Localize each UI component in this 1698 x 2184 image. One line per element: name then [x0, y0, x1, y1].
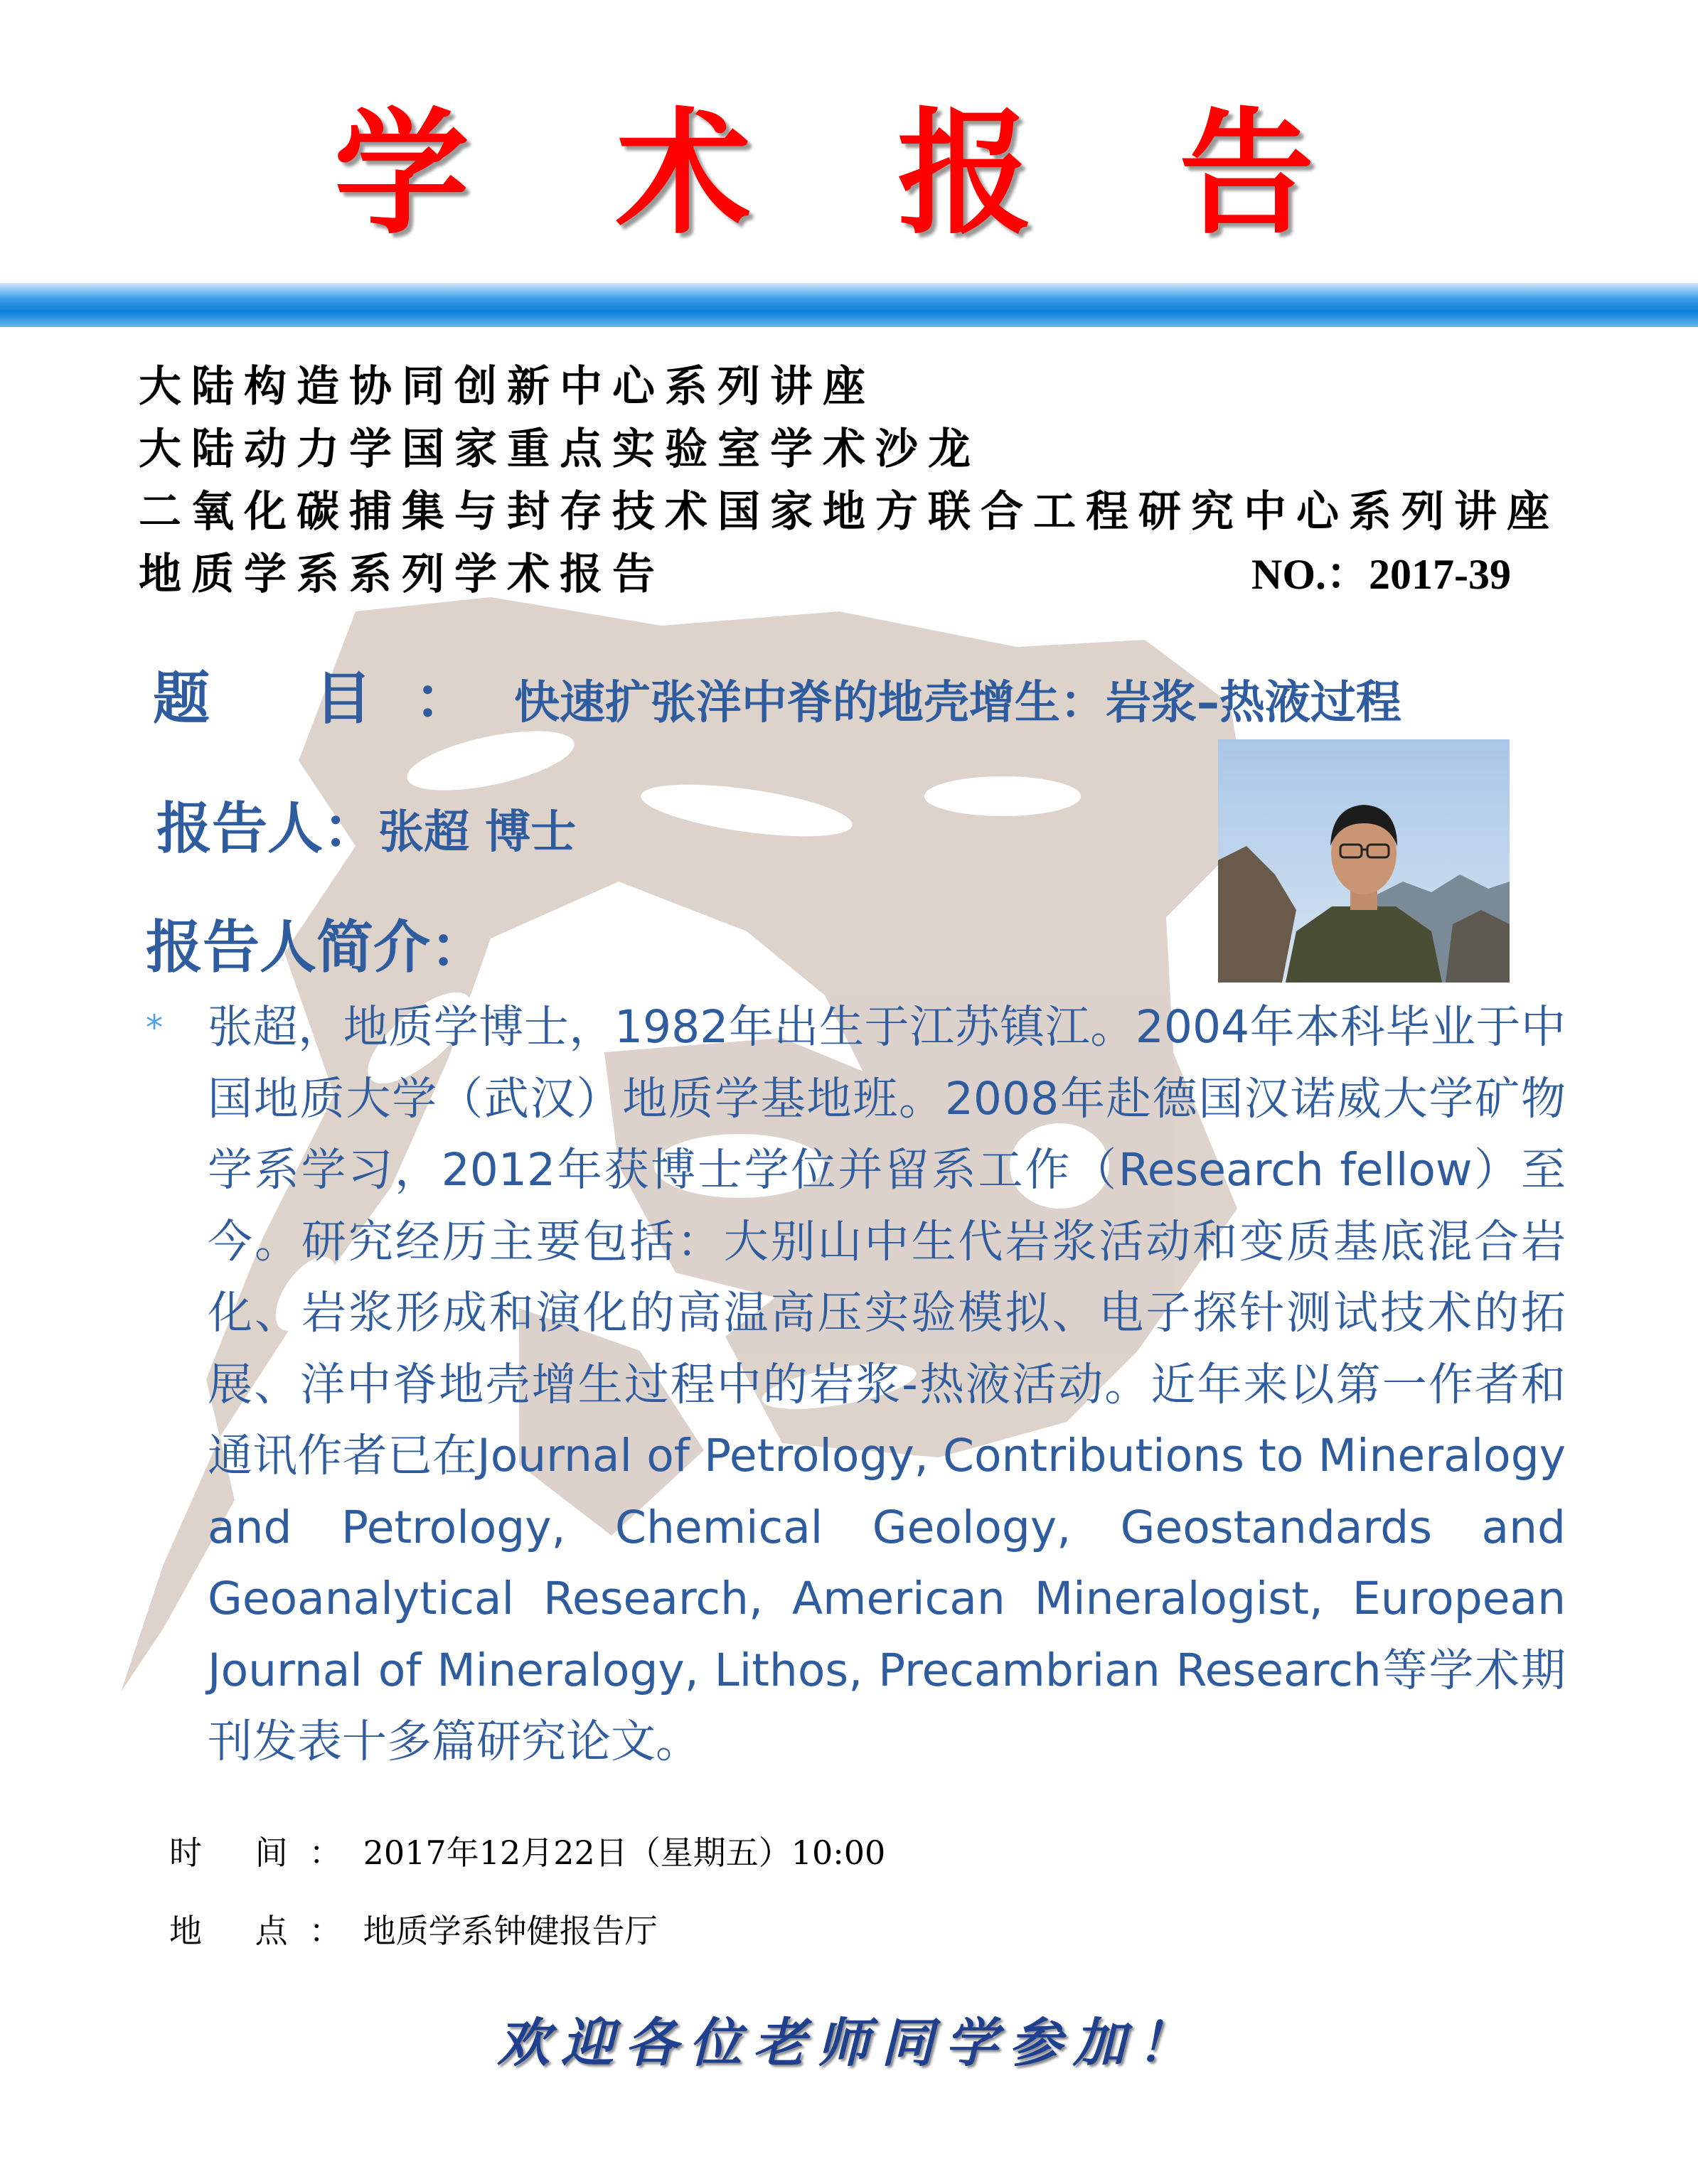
speaker-portrait-image [1218, 739, 1510, 983]
topic-label: 题 目： [153, 665, 514, 732]
time-label: 时 间： [169, 1834, 363, 1872]
speaker-photo [1218, 739, 1510, 983]
series-line: 二氧化碳捕集与封存技术国家地方联合工程研究中心系列讲座 [139, 487, 1559, 537]
series-line: 地质学系系列学术报告 [139, 550, 665, 599]
bullet-asterisk-icon: * [146, 1008, 163, 1048]
bio-paragraph: 张超，地质学博士，1982年出生于江苏镇江。2004年本科毕业于中国地质大学（武汉）地质学基地班。2008年赴德国汉诺威大学矿物学系学习，2012年获博士学位并留系工作（Research fellow）至今。研究经历主要包括：大别山中生代岩浆活动和变质基底混合岩化、岩浆形成和演化的高温高压实验模拟、电子探针测试技术的拓展、洋中脊地壳增生过程中的岩浆-热液活动。近年来以第一作者和通讯作者已在Journal of Petrology, Contributions to Mineralogy and Petrology, Chemical Geology, Geostandards and Geoanalytical Research, American Mineralogist, European Journal of Mineralogy, Lithos, Precambrian Research等学术期刊发表十多篇研究论文。 [208, 1001, 1566, 1767]
series-line: 大陆动力学国家重点实验室学术沙龙 [139, 424, 981, 474]
topic-value: 快速扩张洋中脊的地壳增生：岩浆–热液过程 [513, 677, 1401, 729]
time-value: 2017年12月22日（星期五）10:00 [363, 1834, 886, 1872]
welcome-message: 欢迎各位老师同学参加！ [497, 2013, 1201, 2074]
report-number: NO.：2017-39 [1251, 551, 1511, 598]
bio-heading: 报告人简介： [146, 914, 487, 980]
header-divider-band [0, 283, 1698, 327]
series-line: 大陆构造协同创新中心系列讲座 [139, 362, 875, 412]
report-speaker [156, 796, 576, 863]
event-place [169, 1905, 658, 1952]
place-label: 地 点： [169, 1912, 363, 1950]
lecture-series-list [139, 355, 1589, 606]
page-title: 学 术 报 告 [333, 95, 1365, 252]
place-value: 地质学系钟健报告厅 [363, 1912, 658, 1950]
event-time [169, 1827, 885, 1874]
speaker-value: 张超 博士 [378, 806, 577, 859]
report-topic [153, 665, 1401, 733]
speaker-label: 报告人： [156, 797, 379, 861]
